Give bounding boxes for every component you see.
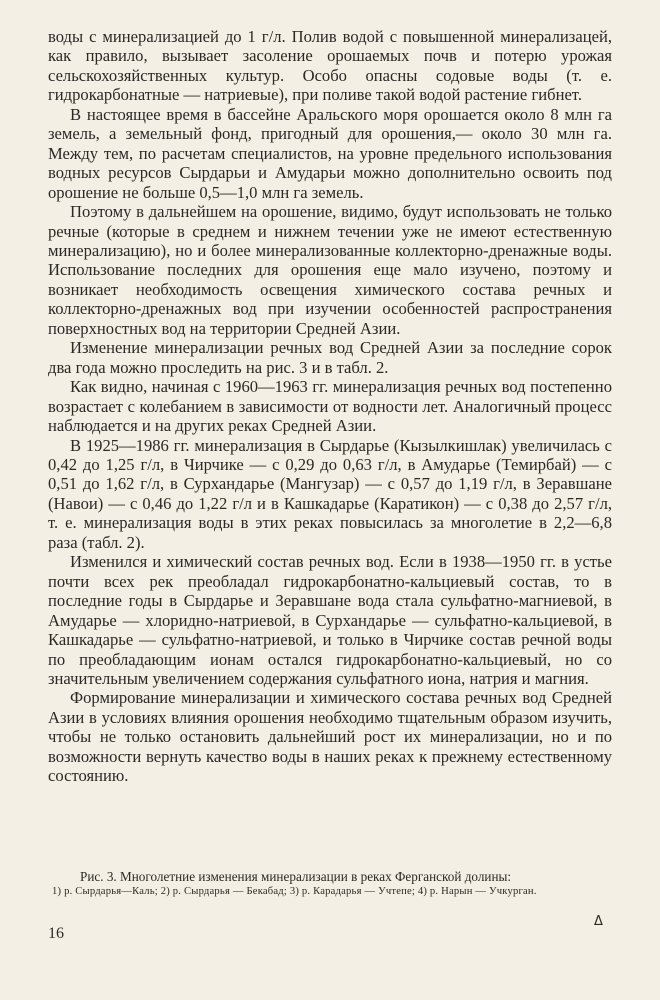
paragraph-conclusion: Формирование минерализации и химического состава речных вод Средней Азии в условиях влияния орошения необходимо тщательным образом изучить, чтобы не только остановить дальнейший рост их минерализации, но и по возможности вернуть качество воды в наших реках к прежнему естественному состоянию. bbox=[48, 688, 612, 786]
body-text bbox=[48, 27, 612, 786]
page-number: 16 bbox=[48, 925, 64, 942]
figure-caption bbox=[52, 868, 614, 898]
figure-caption-title: Рис. 3. Многолетние изменения минерализации в реках Ферганской долины: bbox=[80, 869, 512, 884]
paragraph-collector-drainage: Поэтому в дальнейшем на орошение, видимо, будут использовать не только речные (которые в среднем и нижнем течении уже не имеют естественную минерализацию), но и более минерализованные коллекторно-дренажные воды. Использование последних для орошения еще мало изучено, поэтому и возникает необходимость освещения химического состава речных и коллекторно-дренажных вод при изучении особенностей распространения поверхностных вод на территории Средней Азии. bbox=[48, 202, 612, 338]
paragraph-1925-1986: В 1925—1986 гг. минерализация в Сырдарье (Кызылкишлак) увеличилась с 0,42 до 1,25 г/л, в Чирчике — с 0,29 до 0,63 г/л, в Амударье (Темирбай) — с 0,51 до 1,62 г/л, в Сурхандарье (Мангузар) — с 0,57 до 1,19 г/л, в Зеравшане (Навои) — с 0,46 до 1,22 г/л и в Кашкадарье (Каратикон) — с 0,38 до 2,57 г/л, т. е. минерализация воды в этих реках повысилась за многолетие в 2,2—6,8 раза (табл. 2). bbox=[48, 435, 612, 552]
paragraph-chemical-composition: Изменился и химический состав речных вод. Если в 1938—1950 гг. в устье почти всех рек преобладал гидрокарбонатно-кальциевый состав, то в последние годы в Сырдарье и Зеравшане вода стала сульфатно-магниевой, в Амударье — хлоридно-натриевой, в Сурхандарье — сульфатно-кальциевой, в Кашкадарье — сульфатно-натриевой, и только в Чирчике состав речной воды по преобладающим ионам остался гидрокарбонатно-кальциевый, но со значительным увеличением содержания сульфатного иона, натрия и магния. bbox=[48, 552, 612, 688]
figure-caption-legend: 1) р. Сырдарья—Каль; 2) р. Сырдарья — Бекабад; 3) р. Карадарья — Учтепе; 4) р. Нарын — Учкурган. bbox=[52, 886, 537, 897]
paragraph-aral-basin: В настоящее время в бассейне Аральского моря орошается около 8 млн га земель, а земельный фонд, пригодный для орошения,— около 30 млн га. Между тем, по расчетам специалистов, на уровне предельного использования водных ресурсов Сырдарьи и Амударьи можно дополнительно освоить под орошение не больше 0,5—1,0 млн га земель. bbox=[48, 104, 612, 202]
paragraph-mineralization-change: Изменение минерализации речных вод Средней Азии за последние сорок два года можно проследить на рис. 3 и в табл. 2. bbox=[48, 338, 612, 377]
paragraph-irrigation-salinity: воды с минерализацией до 1 г/л. Полив водой с повышенной минерализацей, как правило, вызывает засоление орошаемых почв и потерю урожая сельскохозяйственных культур. Особо опасны содовые воды (т. е. гидрокарбонатные — натриевые), при поливе такой водой растение гибнет. bbox=[48, 27, 612, 105]
paragraph-since-1960: Как видно, начиная с 1960—1963 гг. минерализация речных вод постепенно возрастает с колебанием в зависимости от водности лет. Аналогичный процесс наблюдается и на других реках Средней Азии. bbox=[48, 377, 612, 436]
triangle-mark-icon: Δ bbox=[594, 914, 603, 929]
